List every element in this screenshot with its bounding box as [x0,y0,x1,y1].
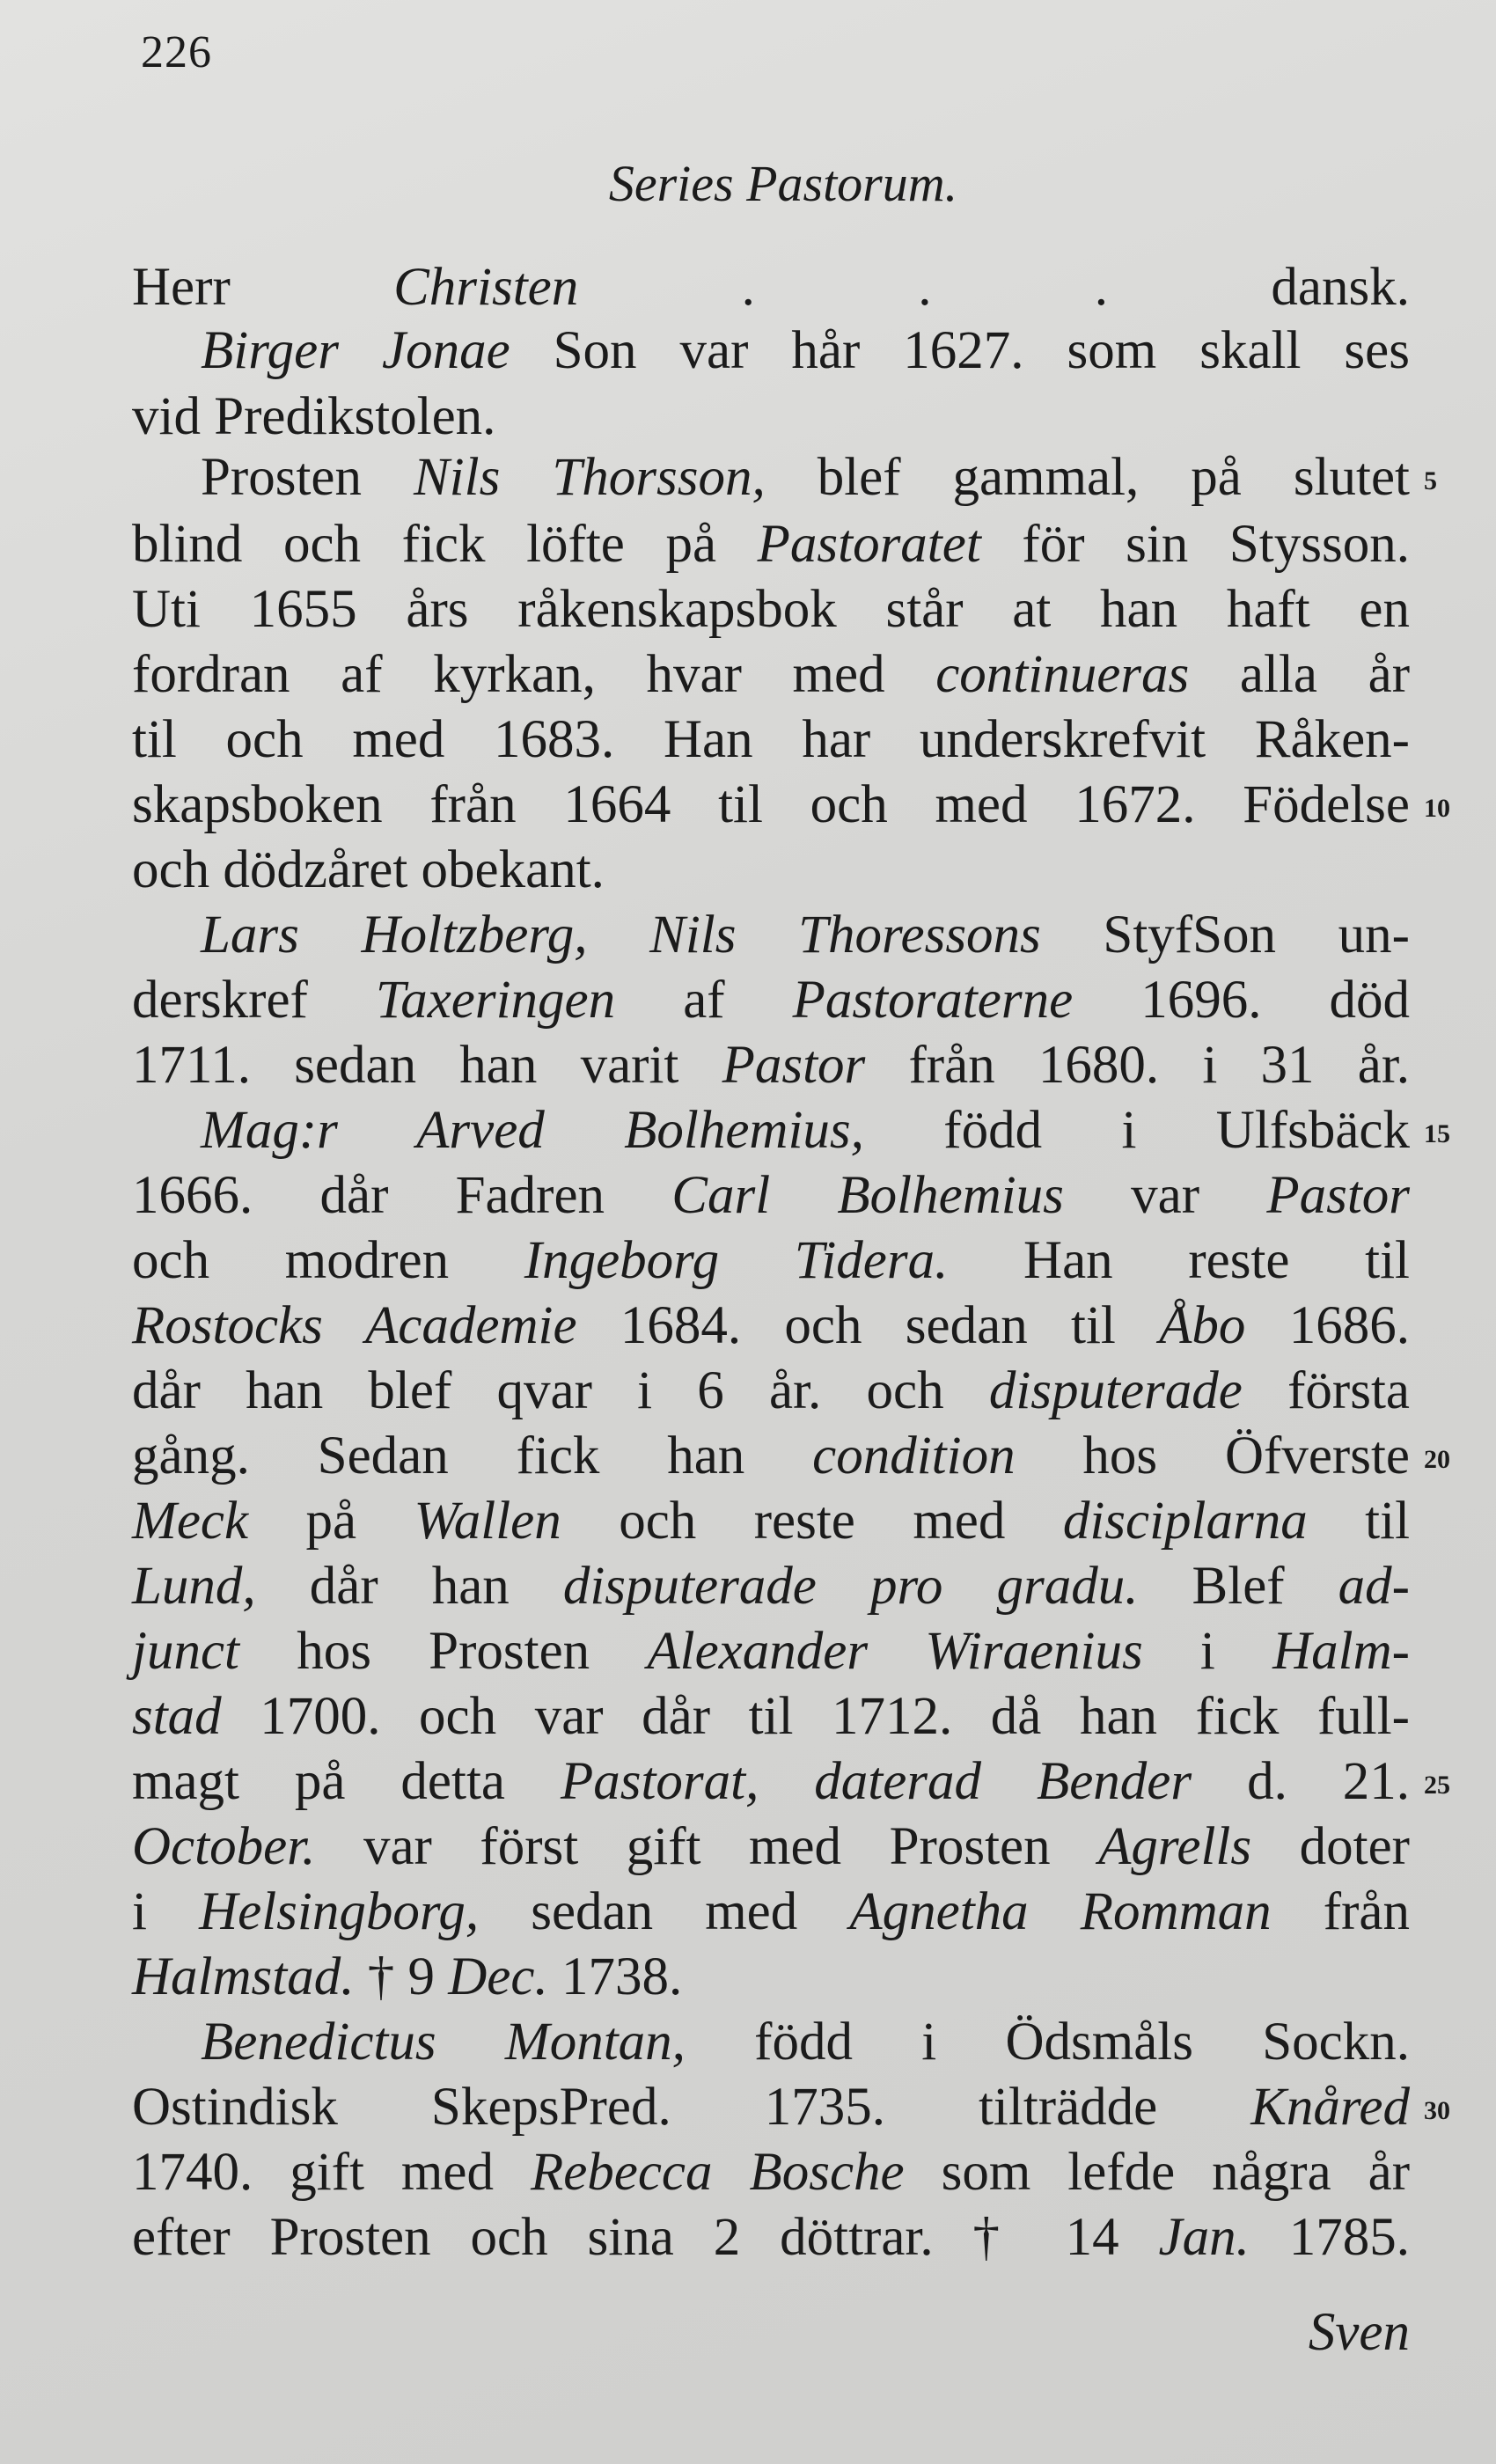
text-line: och modren Ingeborg Tidera. Han reste til [132,1231,1410,1290]
text-line: 1711. sedan han varit Pastor från 1680. i 31 år. [132,1036,1411,1095]
text-line: Meck på Wallen och reste med disciplarna til [132,1492,1411,1551]
line-number-15: 15 [1424,1119,1450,1148]
text-line: stad 1700. och var dår til 1712. då han fick full- [132,1687,1410,1746]
text-line: Ostindisk SkepsPred. 1735. tilträdde Knåred [132,2078,1410,2137]
running-title: Series Pastorum. [608,155,958,212]
text-line: 1666. dår Fadren Carl Bolhemius var Pastor [132,1166,1411,1225]
catchword: Sven [1308,2303,1410,2362]
text-line: til och med 1683. Han har underskrefvit Råken- [132,710,1410,769]
text-line: Benedictus Montan, född i Ödsmåls Sockn. [201,2013,1410,2072]
text-line: 1740. gift med Rebecca Bosche som lefde några år [132,2143,1411,2202]
line-number-20: 20 [1424,1445,1450,1474]
text-line: Lars Holtzberg, Nils Thoressons StyfSon un- [201,906,1410,964]
text-line: Rostocks Academie 1684. och sedan til Åbo 1686. [132,1296,1410,1355]
text-line: fordran af kyrkan, hvar med continueras alla år [132,645,1411,704]
text-line: i Helsingborg, sedan med Agnetha Romman från [132,1882,1410,1941]
text-line: dår han blef qvar i 6 år. och disputerade första [132,1361,1410,1420]
text-line: blind och fick löfte på Pastoratet för sin Stysson. [132,515,1410,574]
line-number-25: 25 [1424,1771,1450,1800]
text-line: efter Prosten och sina 2 döttrar. † 14 Jan. 1785. [132,2208,1411,2267]
text-line: Halmstad. † 9 Dec. 1738. [132,1947,683,2006]
text-line: gång. Sedan fick han condition hos Öfverste [132,1426,1410,1485]
text-line: Mag:r Arved Bolhemius, född i Ulfsbäck [201,1101,1411,1160]
text-line: junct hos Prosten Alexander Wiraenius i Halm- [132,1622,1410,1681]
line-number-5: 5 [1424,466,1437,495]
text-line: Herr Christen . . . dansk. [132,258,1410,317]
text-line: magt på detta Pastorat, daterad Bender d. 21. [132,1752,1411,1811]
text-line: vid Predikstolen. [132,387,496,446]
text-line: Birger Jonae Son var hår 1627. som skall ses [201,321,1410,380]
text-line: och dödzåret obekant. [132,840,605,899]
line-number-30: 30 [1424,2096,1450,2125]
page-number: 226 [141,27,212,77]
text-line: Uti 1655 års råkenskapsbok står at han haft en [132,580,1410,639]
text-line: derskref Taxeringen af Pastoraterne 1696. död [132,971,1410,1030]
text-line: Lund, dår han disputerade pro gradu. Blef ad- [132,1557,1410,1616]
text-line: Prosten Nils Thorsson, blef gammal, på slutet [201,448,1411,507]
text-line: skapsboken från 1664 til och med 1672. Födelse [132,775,1410,834]
text-line: October. var först gift med Prosten Agrells doter [132,1817,1410,1876]
line-number-10: 10 [1424,794,1450,823]
